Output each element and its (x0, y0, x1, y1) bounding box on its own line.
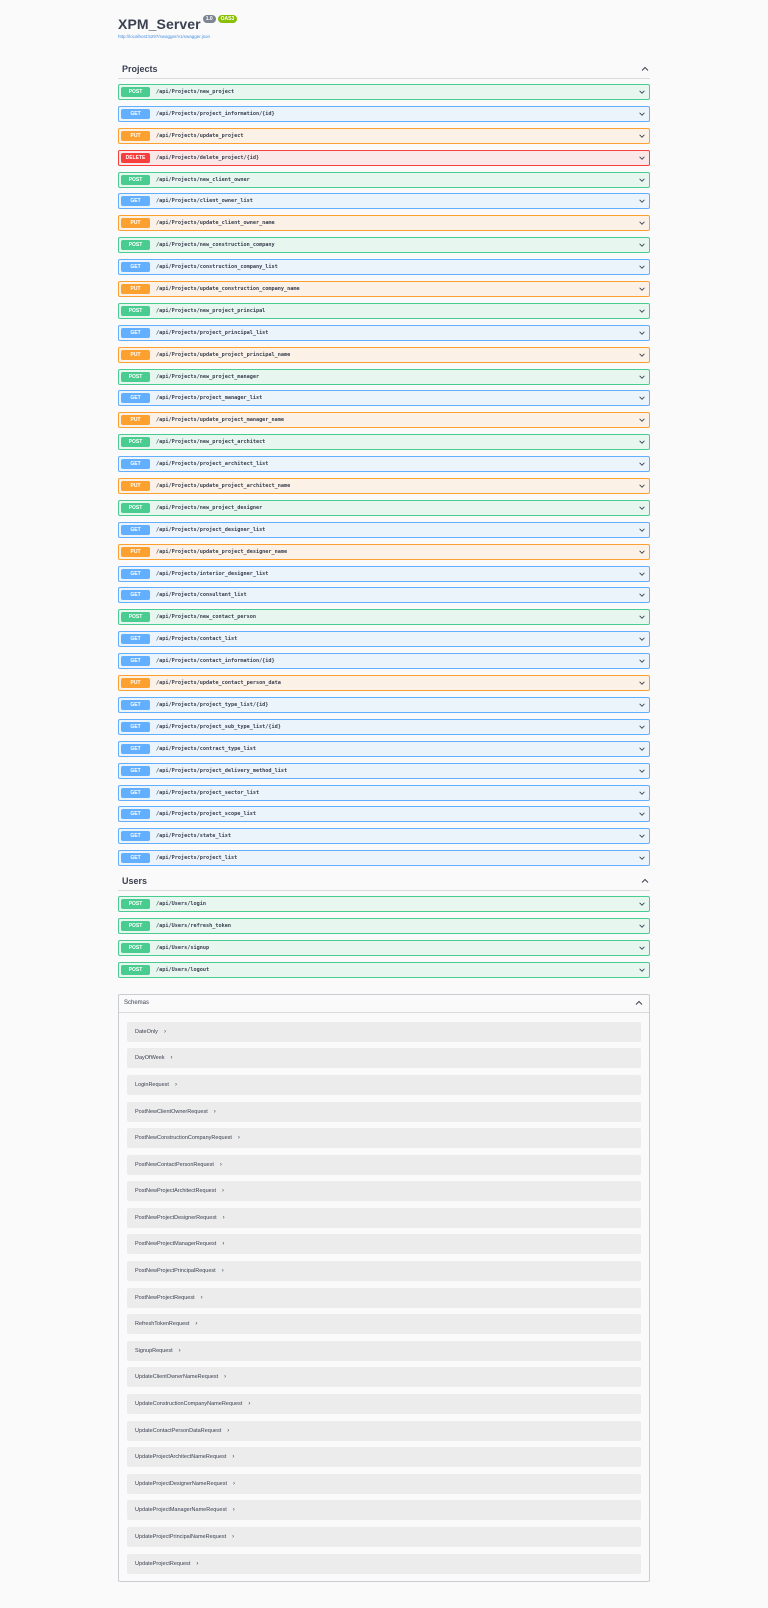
operation-path: /api/Projects/project_information/{id} (156, 110, 275, 117)
operation-path: /api/Projects/contact_list (156, 636, 238, 643)
schema-item[interactable] (127, 1048, 641, 1068)
method-badge: GET (121, 634, 150, 644)
operation-row[interactable] (118, 741, 650, 757)
chevron-down-icon[interactable] (638, 635, 646, 643)
operation-path: /api/Projects/project_designer_list (156, 526, 266, 533)
operation-path: /api/Projects/new_client_owner (156, 176, 250, 183)
schema-name: UpdateContactPersonDataRequest (135, 1427, 222, 1434)
method-badge: GET (121, 525, 150, 535)
operation-path: /api/Users/refresh_token (156, 922, 231, 929)
chevron-right-icon[interactable]: › (224, 1374, 227, 1381)
method-badge: POST (121, 899, 150, 909)
oas-badge: OAS3 (218, 15, 238, 23)
operation-path: /api/Users/login (156, 901, 206, 908)
chevron-down-icon[interactable] (638, 219, 646, 227)
schema-name: PostNewProjectManagerRequest (135, 1241, 217, 1248)
schema-name: RefreshTokenRequest (135, 1321, 190, 1328)
method-badge: GET (121, 328, 150, 338)
chevron-down-icon[interactable] (638, 197, 646, 205)
operation-path: /api/Projects/client_owner_list (156, 198, 253, 205)
chevron-down-icon[interactable] (638, 482, 646, 490)
chevron-down-icon[interactable] (638, 701, 646, 709)
operation-path: /api/Projects/state_list (156, 833, 231, 840)
operation-path: /api/Projects/project_scope_list (156, 811, 256, 818)
schema-name: PostNewContactPersonRequest (135, 1161, 214, 1168)
method-badge: GET (121, 788, 150, 798)
operation-row[interactable] (118, 962, 650, 978)
schema-name: UpdateProjectDesignerNameRequest (135, 1480, 228, 1487)
chevron-down-icon[interactable] (638, 526, 646, 534)
method-badge: POST (121, 437, 150, 447)
method-badge: GET (121, 196, 150, 206)
schema-item[interactable] (127, 1181, 641, 1201)
chevron-down-icon[interactable] (638, 679, 646, 687)
chevron-down-icon[interactable] (638, 504, 646, 512)
schema-item[interactable] (127, 1234, 641, 1254)
chevron-up-icon[interactable] (634, 998, 644, 1008)
operation-row[interactable] (118, 918, 650, 934)
chevron-right-icon[interactable]: › (232, 1507, 235, 1514)
version-badge: 1.0 (203, 15, 216, 23)
chevron-right-icon[interactable]: › (222, 1241, 225, 1248)
operation-row[interactable] (118, 719, 650, 735)
method-badge: POST (121, 87, 150, 97)
chevron-down-icon[interactable] (638, 854, 646, 862)
method-badge: GET (121, 459, 150, 469)
schema-name: UpdateProjectRequest (135, 1560, 191, 1567)
operation-path: /api/Projects/project_sector_list (156, 789, 260, 796)
chevron-right-icon[interactable]: › (248, 1401, 251, 1408)
chevron-down-icon[interactable] (638, 832, 646, 840)
operation-row[interactable] (118, 281, 650, 297)
operation-row[interactable] (118, 609, 650, 625)
schema-name: PostNewProjectArchitectRequest (135, 1188, 217, 1195)
method-badge: GET (121, 766, 150, 776)
chevron-down-icon[interactable] (638, 416, 646, 424)
chevron-right-icon[interactable]: › (232, 1534, 235, 1541)
operation-path: /api/Projects/update_project (156, 132, 244, 139)
operation-path: /api/Projects/new_project_architect (156, 439, 266, 446)
operation-path: /api/Users/signup (156, 944, 210, 951)
method-badge: GET (121, 700, 150, 710)
operation-path: /api/Projects/update_project_manager_name (156, 417, 285, 424)
operation-path: /api/Projects/construction_company_list (156, 264, 278, 271)
chevron-down-icon[interactable] (638, 460, 646, 468)
info-header (118, 0, 650, 60)
operation-path: /api/Projects/project_manager_list (156, 395, 263, 402)
section-header[interactable] (118, 60, 650, 79)
operation-row[interactable] (118, 434, 650, 450)
operation-row[interactable] (118, 325, 650, 341)
operation-path: /api/Projects/contract_type_list (156, 745, 256, 752)
schema-name: UpdateProjectPrincipalNameRequest (135, 1534, 227, 1541)
operation-path: /api/Projects/update_project_principal_name (156, 351, 291, 358)
section-title: Projects (122, 64, 158, 74)
chevron-right-icon[interactable]: › (200, 1294, 203, 1301)
schema-name: PostNewProjectDesignerRequest (135, 1214, 217, 1221)
method-badge: POST (121, 372, 150, 382)
operation-path: /api/Projects/new_project_manager (156, 373, 260, 380)
schema-item[interactable] (127, 1394, 641, 1414)
method-badge: POST (121, 921, 150, 931)
method-badge: DELETE (121, 153, 150, 163)
operation-path: /api/Projects/update_contact_person_data (156, 680, 281, 687)
operation-path: /api/Projects/interior_designer_list (156, 570, 269, 577)
chevron-down-icon[interactable] (638, 154, 646, 162)
section-projects (118, 60, 650, 866)
operation-row[interactable] (118, 347, 650, 363)
operation-path: /api/Projects/project_sub_type_list/{id} (156, 723, 281, 730)
schema-item[interactable] (127, 1022, 641, 1042)
operation-path: /api/Projects/consultant_list (156, 592, 247, 599)
schema-item[interactable] (127, 1447, 641, 1467)
schema-item[interactable] (127, 1208, 641, 1228)
operation-row[interactable] (118, 828, 650, 844)
schema-item[interactable] (127, 1367, 641, 1387)
schema-item[interactable] (127, 1500, 641, 1520)
chevron-right-icon[interactable]: › (219, 1161, 222, 1168)
chevron-right-icon[interactable]: › (233, 1480, 236, 1487)
chevron-down-icon[interactable] (638, 329, 646, 337)
schema-name: SignupRequest (135, 1347, 173, 1354)
operation-row[interactable] (118, 172, 650, 188)
operation-row[interactable] (118, 412, 650, 428)
operation-path: /api/Projects/delete_project/{id} (156, 154, 260, 161)
chevron-right-icon[interactable]: › (232, 1454, 235, 1461)
chevron-down-icon[interactable] (638, 789, 646, 797)
method-badge: PUT (121, 678, 150, 688)
schema-item[interactable] (127, 1261, 641, 1281)
method-badge: POST (121, 175, 150, 185)
chevron-down-icon[interactable] (638, 570, 646, 578)
method-badge: POST (121, 240, 150, 250)
schema-name: DayOfWeek (135, 1055, 165, 1062)
operation-row[interactable] (118, 653, 650, 669)
operation-path: /api/Projects/new_project (156, 89, 235, 95)
swagger-ui (118, 0, 650, 1582)
schema-item[interactable] (127, 1474, 641, 1494)
operation-row[interactable] (118, 84, 650, 100)
method-badge: PUT (121, 481, 150, 491)
method-badge: GET (121, 590, 150, 600)
chevron-right-icon[interactable]: › (237, 1135, 240, 1142)
operation-row[interactable] (118, 500, 650, 516)
operation-row[interactable] (118, 566, 650, 582)
operation-path: /api/Projects/new_project_principal (156, 307, 266, 314)
operation-row[interactable] (118, 587, 650, 603)
section-title: Users (122, 876, 148, 887)
schema-name: LoginRequest (135, 1081, 169, 1088)
operation-row[interactable] (118, 522, 650, 538)
operation-row[interactable] (118, 806, 650, 822)
schemas-title: Schemas (124, 1000, 150, 1007)
operation-path: /api/Projects/contact_information/{id} (156, 658, 275, 665)
chevron-right-icon[interactable]: › (178, 1347, 181, 1354)
chevron-down-icon[interactable] (638, 944, 646, 952)
operation-path: /api/Projects/project_principal_list (156, 329, 269, 336)
method-badge: PUT (121, 218, 150, 228)
operation-row[interactable] (118, 544, 650, 560)
operation-row[interactable] (118, 675, 650, 691)
chevron-down-icon[interactable] (638, 922, 646, 930)
schema-name: PostNewConstructionCompanyRequest (135, 1135, 232, 1142)
operation-path: /api/Projects/update_project_architect_name (156, 483, 291, 490)
schema-name: PostNewProjectPrincipalRequest (135, 1268, 216, 1275)
operation-row[interactable] (118, 785, 650, 801)
chevron-right-icon[interactable]: › (163, 1028, 166, 1035)
operation-row[interactable] (118, 478, 650, 494)
schema-name: DateOnly (135, 1028, 158, 1035)
schema-name: UpdateProjectArchitectNameRequest (135, 1454, 227, 1461)
chevron-down-icon[interactable] (638, 723, 646, 731)
operation-row[interactable] (118, 631, 650, 647)
operation-row[interactable] (118, 106, 650, 122)
operation-path: /api/Projects/update_project_designer_name (156, 548, 288, 555)
schema-item[interactable] (127, 1554, 641, 1574)
title-row (118, 16, 650, 32)
schema-name: PostNewClientOwnerRequest (135, 1108, 208, 1115)
operation-path: /api/Projects/project_architect_list (156, 461, 269, 468)
schema-item[interactable] (127, 1341, 641, 1361)
chevron-down-icon[interactable] (638, 657, 646, 665)
operation-row[interactable] (118, 150, 650, 166)
chevron-down-icon[interactable] (638, 263, 646, 271)
schemas-header[interactable] (119, 995, 649, 1013)
chevron-right-icon[interactable]: › (170, 1055, 173, 1062)
chevron-down-icon[interactable] (638, 613, 646, 621)
schema-list (119, 1013, 649, 1574)
chevron-down-icon[interactable] (638, 767, 646, 775)
chevron-down-icon[interactable] (638, 548, 646, 556)
schema-item[interactable] (127, 1155, 641, 1175)
method-badge: POST (121, 306, 150, 316)
method-badge: PUT (121, 350, 150, 360)
method-badge: GET (121, 656, 150, 666)
section-header[interactable] (118, 872, 650, 891)
operation-row[interactable] (118, 390, 650, 406)
chevron-right-icon[interactable]: › (222, 1188, 225, 1195)
operation-list (118, 893, 650, 978)
chevron-down-icon[interactable] (638, 176, 646, 184)
spec-url-link[interactable]: http://localhost:5297/swagger/v1/swagger.json (118, 34, 211, 39)
operation-path: /api/Projects/project_list (156, 855, 238, 862)
method-badge: POST (121, 503, 150, 513)
chevron-down-icon[interactable] (638, 241, 646, 249)
chevron-right-icon[interactable]: › (221, 1268, 224, 1275)
chevron-down-icon[interactable] (638, 307, 646, 315)
method-badge: GET (121, 393, 150, 403)
operation-path: /api/Projects/project_type_list/{id} (156, 701, 269, 708)
schema-name: PostNewProjectRequest (135, 1294, 195, 1301)
chevron-down-icon[interactable] (638, 351, 646, 359)
chevron-right-icon[interactable]: › (213, 1108, 216, 1115)
schemas-panel (118, 994, 650, 1582)
operation-row[interactable] (118, 940, 650, 956)
operation-path: /api/Projects/new_project_designer (156, 504, 263, 511)
operation-path: /api/Projects/new_contact_person (156, 614, 256, 621)
method-badge: PUT (121, 415, 150, 425)
operation-row[interactable] (118, 763, 650, 779)
operation-row[interactable] (118, 896, 650, 912)
chevron-right-icon[interactable]: › (222, 1214, 225, 1221)
chevron-down-icon[interactable] (638, 110, 646, 118)
operation-row[interactable] (118, 259, 650, 275)
method-badge: GET (121, 569, 150, 579)
schema-name: UpdateProjectManagerNameRequest (135, 1507, 227, 1514)
schema-item[interactable] (127, 1128, 641, 1148)
operation-path: /api/Projects/update_construction_company_name (156, 286, 300, 293)
method-badge: GET (121, 831, 150, 841)
operation-list (118, 81, 650, 866)
method-badge: GET (121, 809, 150, 819)
chevron-up-icon[interactable] (640, 64, 650, 74)
operation-row[interactable] (118, 193, 650, 209)
chevron-down-icon[interactable] (638, 132, 646, 140)
method-badge: POST (121, 965, 150, 975)
chevron-down-icon[interactable] (638, 285, 646, 293)
chevron-down-icon[interactable] (638, 394, 646, 402)
api-title: XPM_Server (118, 16, 201, 32)
chevron-right-icon[interactable]: › (174, 1081, 177, 1088)
operation-row[interactable] (118, 369, 650, 385)
schema-item[interactable] (127, 1421, 641, 1441)
chevron-down-icon[interactable] (638, 438, 646, 446)
method-badge: GET (121, 262, 150, 272)
method-badge: PUT (121, 547, 150, 557)
schema-name: UpdateConstructionCompanyNameRequest (135, 1401, 243, 1408)
operation-path: /api/Projects/update_client_owner_name (156, 220, 275, 227)
operation-row[interactable] (118, 128, 650, 144)
chevron-right-icon[interactable]: › (195, 1321, 198, 1328)
operation-row[interactable] (118, 303, 650, 319)
chevron-down-icon[interactable] (638, 373, 646, 381)
operations-container (118, 60, 650, 978)
schema-item[interactable] (127, 1314, 641, 1334)
method-badge: POST (121, 943, 150, 953)
chevron-down-icon[interactable] (638, 966, 646, 974)
operation-row[interactable] (118, 237, 650, 253)
schema-item[interactable] (127, 1075, 641, 1095)
operation-row[interactable] (118, 456, 650, 472)
method-badge: PUT (121, 131, 150, 141)
chevron-right-icon[interactable]: › (227, 1427, 230, 1434)
chevron-down-icon[interactable] (638, 591, 646, 599)
chevron-down-icon[interactable] (638, 745, 646, 753)
schema-name: UpdateClientOwnerNameRequest (135, 1374, 219, 1381)
chevron-down-icon[interactable] (638, 900, 646, 908)
method-badge: GET (121, 853, 150, 863)
operation-row[interactable] (118, 697, 650, 713)
method-badge: GET (121, 722, 150, 732)
operation-path: /api/Users/logout (156, 966, 210, 973)
operation-path: /api/Projects/project_delivery_method_list (156, 767, 288, 774)
chevron-down-icon[interactable] (638, 88, 646, 96)
chevron-down-icon[interactable] (638, 810, 646, 818)
section-users (118, 872, 650, 978)
method-badge: POST (121, 612, 150, 622)
method-badge: GET (121, 744, 150, 754)
schema-item[interactable] (127, 1527, 641, 1547)
chevron-right-icon[interactable]: › (196, 1560, 199, 1567)
chevron-up-icon[interactable] (640, 876, 650, 886)
schema-item[interactable] (127, 1288, 641, 1308)
schema-item[interactable] (127, 1102, 641, 1122)
operation-path: /api/Projects/new_construction_company (156, 242, 275, 249)
method-badge: PUT (121, 284, 150, 294)
operation-row[interactable] (118, 850, 650, 866)
method-badge: GET (121, 109, 150, 119)
operation-row[interactable] (118, 215, 650, 231)
